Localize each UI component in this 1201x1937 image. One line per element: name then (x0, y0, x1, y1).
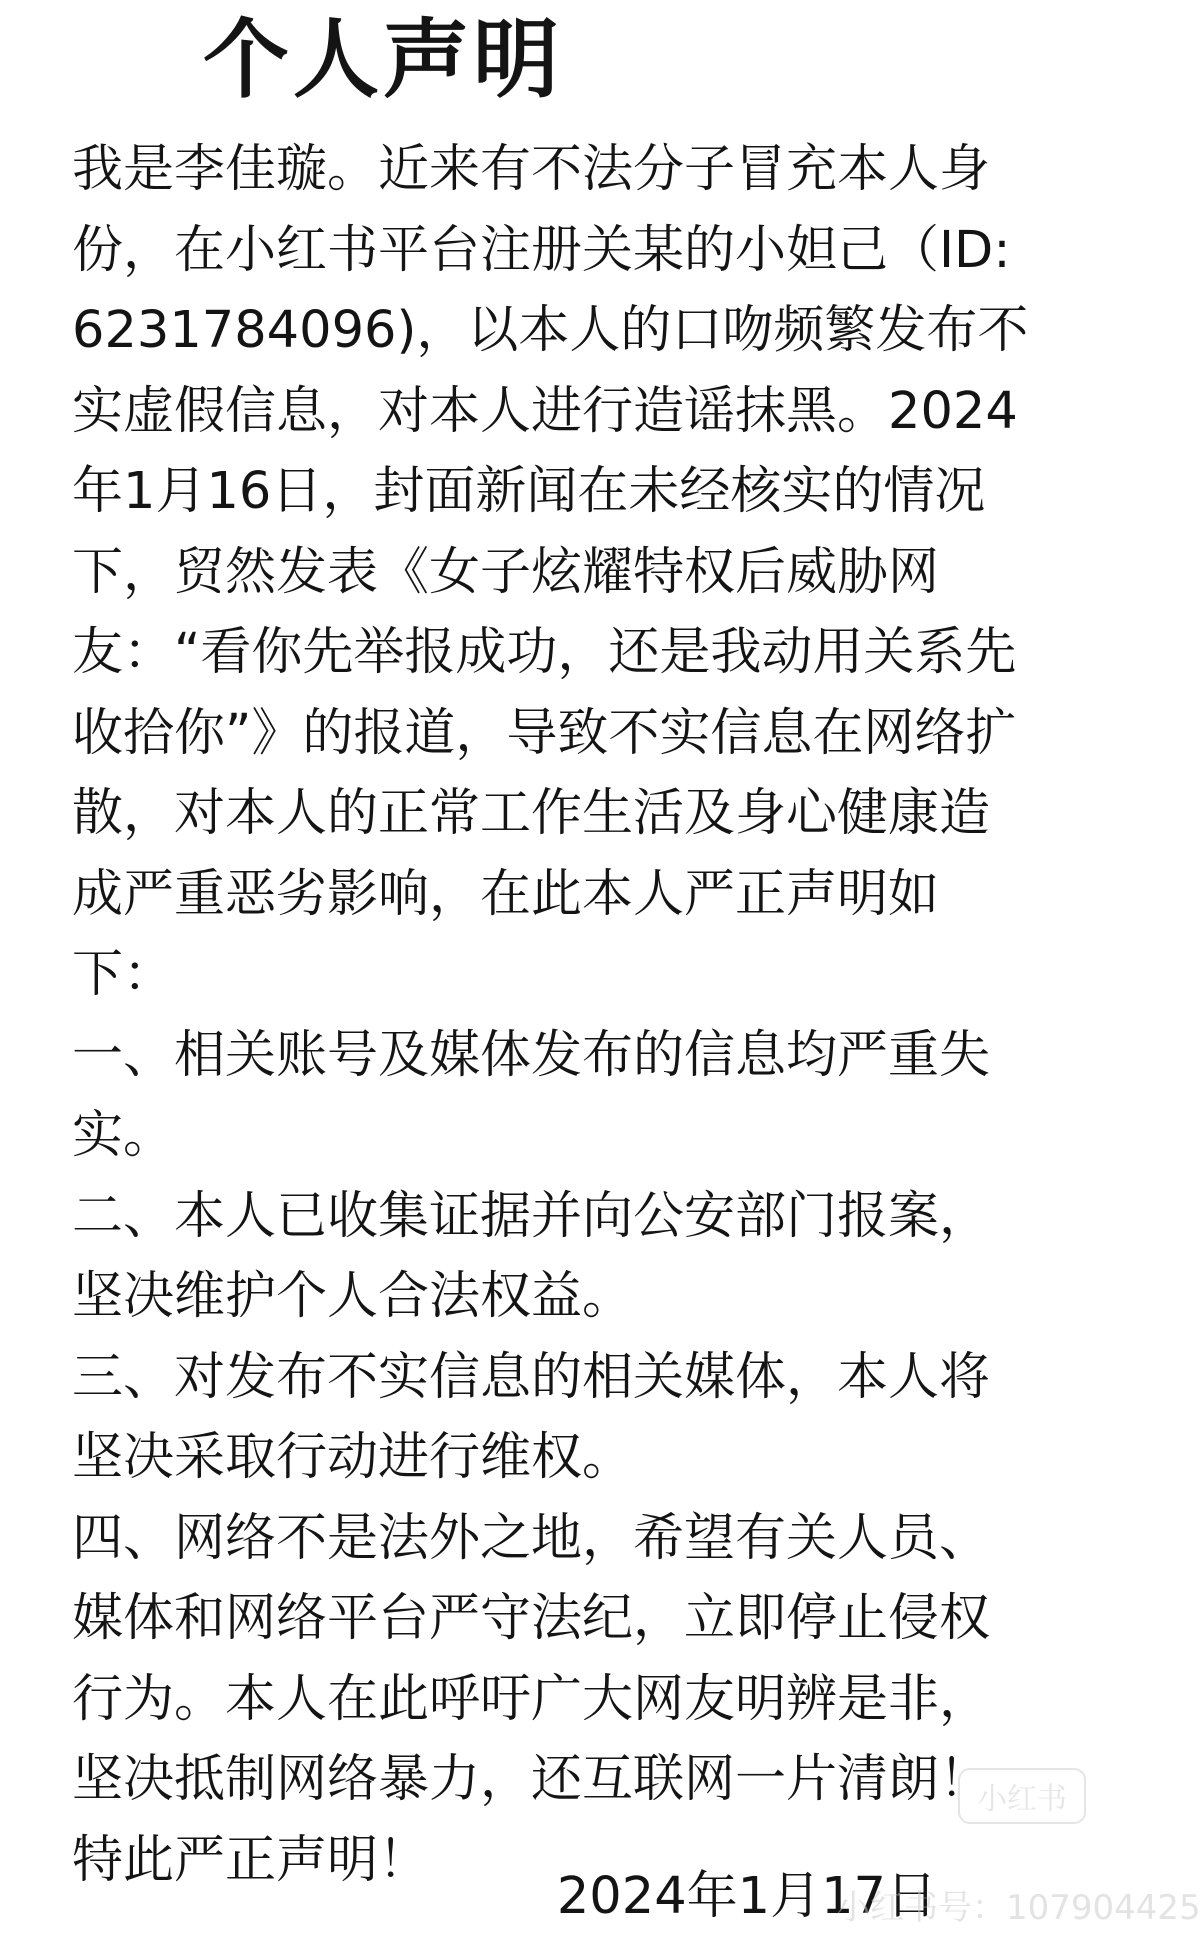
statement-line: 散，对本人的正常工作生活及身心健康造 (72, 784, 991, 843)
statement-line: 实虚假信息，对本人进行造谣抹黑。2024 (72, 381, 1018, 441)
statement-body (72, 130, 1047, 1901)
statement-line: 二、本人已收集证据并向公安部门报案， (72, 1186, 991, 1246)
statement-line: 行为。本人在此呼吁广大网友明辨是非， (72, 1669, 991, 1729)
statement-line: 媒体和网络平台严守法纪，立即停止侵权 (72, 1589, 991, 1648)
statement-line: 坚决抵制网络暴力，还互联网一片清朗！ (72, 1750, 991, 1809)
statement-line: 坚决采取行动进行维权。 (72, 1428, 634, 1487)
statement-line: 特此严正声明！ (72, 1830, 430, 1890)
statement-line: 四、网络不是法外之地，希望有关人员、 (72, 1508, 991, 1568)
statement-line: 一、相关账号及媒体发布的信息均严重失 (72, 1025, 991, 1085)
statement-date: 2024年1月17日 (556, 1867, 937, 1926)
statement-line: 年1月16日，封面新闻在未经核实的情况 (72, 462, 986, 521)
watermark-id: 小红书号：107904425 (836, 1888, 1201, 1928)
statement-line: 实。 (72, 1106, 175, 1165)
statement-line: 成严重恶劣影响，在此本人严正声明如 (72, 864, 940, 924)
statement-line: 下： (72, 945, 175, 1004)
watermark-logo: 小红书 (958, 1768, 1086, 1824)
statement-line: 份，在小红书平台注册关某的小妲己（ID: (72, 220, 1011, 280)
statement-line: 6231784096)，以本人的口吻频繁发布不 (72, 301, 1029, 360)
statement-line: 三、对发布不实信息的相关媒体，本人将 (72, 1347, 991, 1407)
statement-line: 下，贸然发表《女子炫耀特权后威胁网 (72, 542, 940, 602)
statement-line: 我是李佳璇。近来有不法分子冒充本人身 (72, 140, 991, 199)
statement-line: 坚决维护个人合法权益。 (72, 1267, 634, 1326)
statement-line: 友：“看你先举报成功，还是我动用关系先 (72, 623, 1017, 682)
document-title: 个人声明 (203, 10, 563, 110)
statement-line: 收拾你”》的报道，导致不实信息在网络扩 (72, 703, 1017, 763)
